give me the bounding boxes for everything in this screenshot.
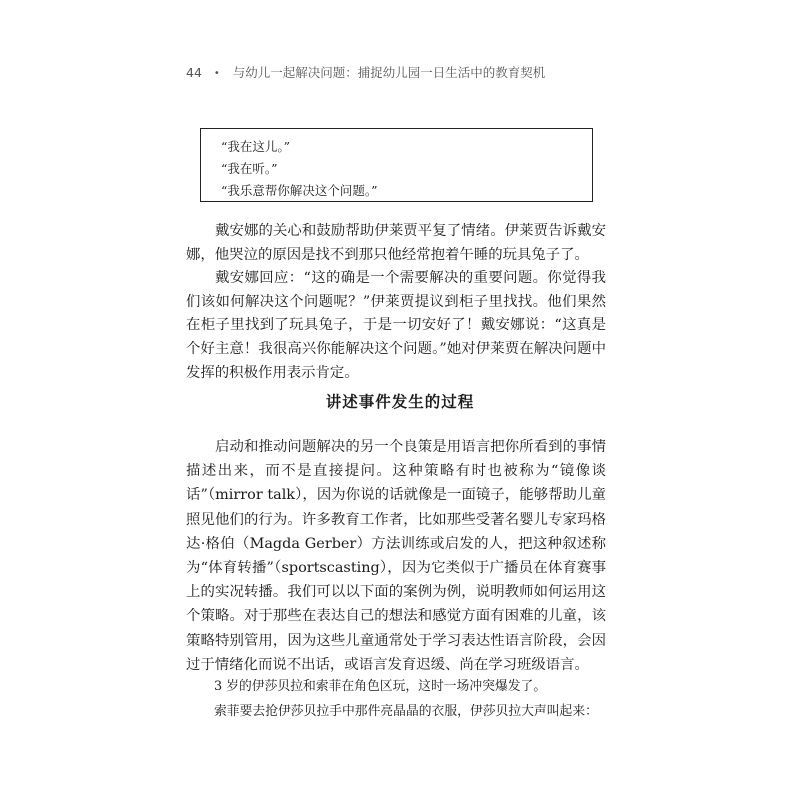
header-bullet: • [213,68,220,79]
running-header [186,63,545,81]
case-line-1: 3 岁的伊莎贝拉和索菲在角色区玩，这时一场冲突爆发了。 [214,679,547,694]
section-title: 讲述事件发生的过程 [325,393,475,411]
book-title: 与幼儿一起解决问题：捕捉幼儿园一日生活中的教育契机 [232,65,546,80]
page-number: 44 [186,65,202,80]
quote-line: “我乐意帮你解决这个问题。” [221,183,378,198]
paragraph-3: 启动和推动问题解决的另一个良策是用语言把你所看到的事情描述出来，而不是直接提问。这种策略有时也被称为“镜像谈话”（mirror talk），因为你说的话就像是一面镜子，能够帮助儿童照见他们的行为。许多教育工作者，比如那些受著名婴儿专家玛格达·格伯（Magda Gerber）方法训练或启发的人，把这种叙述称为“体育转播”（sportscasting），因为它类似于广播员在体育赛事上的实况转播。我们可以以下面的案例为例，说明教师如何运用这个策略。对于那些在表达自己的想法和感觉方面有困难的儿童，该策略特别管用，因为这些儿童通常处于学习表达性语言阶段，会因过于情绪化而说不出话，或语言发育迟缓、尚在学习班级语言。 [186,439,606,673]
quote-line: “我在这儿。” [221,139,291,154]
case-line-2: 索菲要去抢伊莎贝拉手中那件亮晶晶的衣服，伊莎贝拉大声叫起来： [214,704,598,719]
quote-box [200,128,593,202]
paragraph-2: 戴安娜回应：“这的确是一个需要解决的重要问题。你觉得我们该如何解决这个问题呢？”伊莱贾提议到柜子里找找。他们果然在柜子里找到了玩具兔子，于是一切安好了！戴安娜说：“这真是个好主意！我很高兴你能解决这个问题。”她对伊莱贾在解决问题中发挥的积极作用表示肯定。 [186,270,606,381]
quote-line: “我在听。” [221,161,278,176]
paragraph-1: 戴安娜的关心和鼓励帮助伊莱贾平复了情绪。伊莱贾告诉戴安娜，他哭泣的原因是找不到那只他经常抱着午睡的玩具兔子了。 [186,223,606,263]
